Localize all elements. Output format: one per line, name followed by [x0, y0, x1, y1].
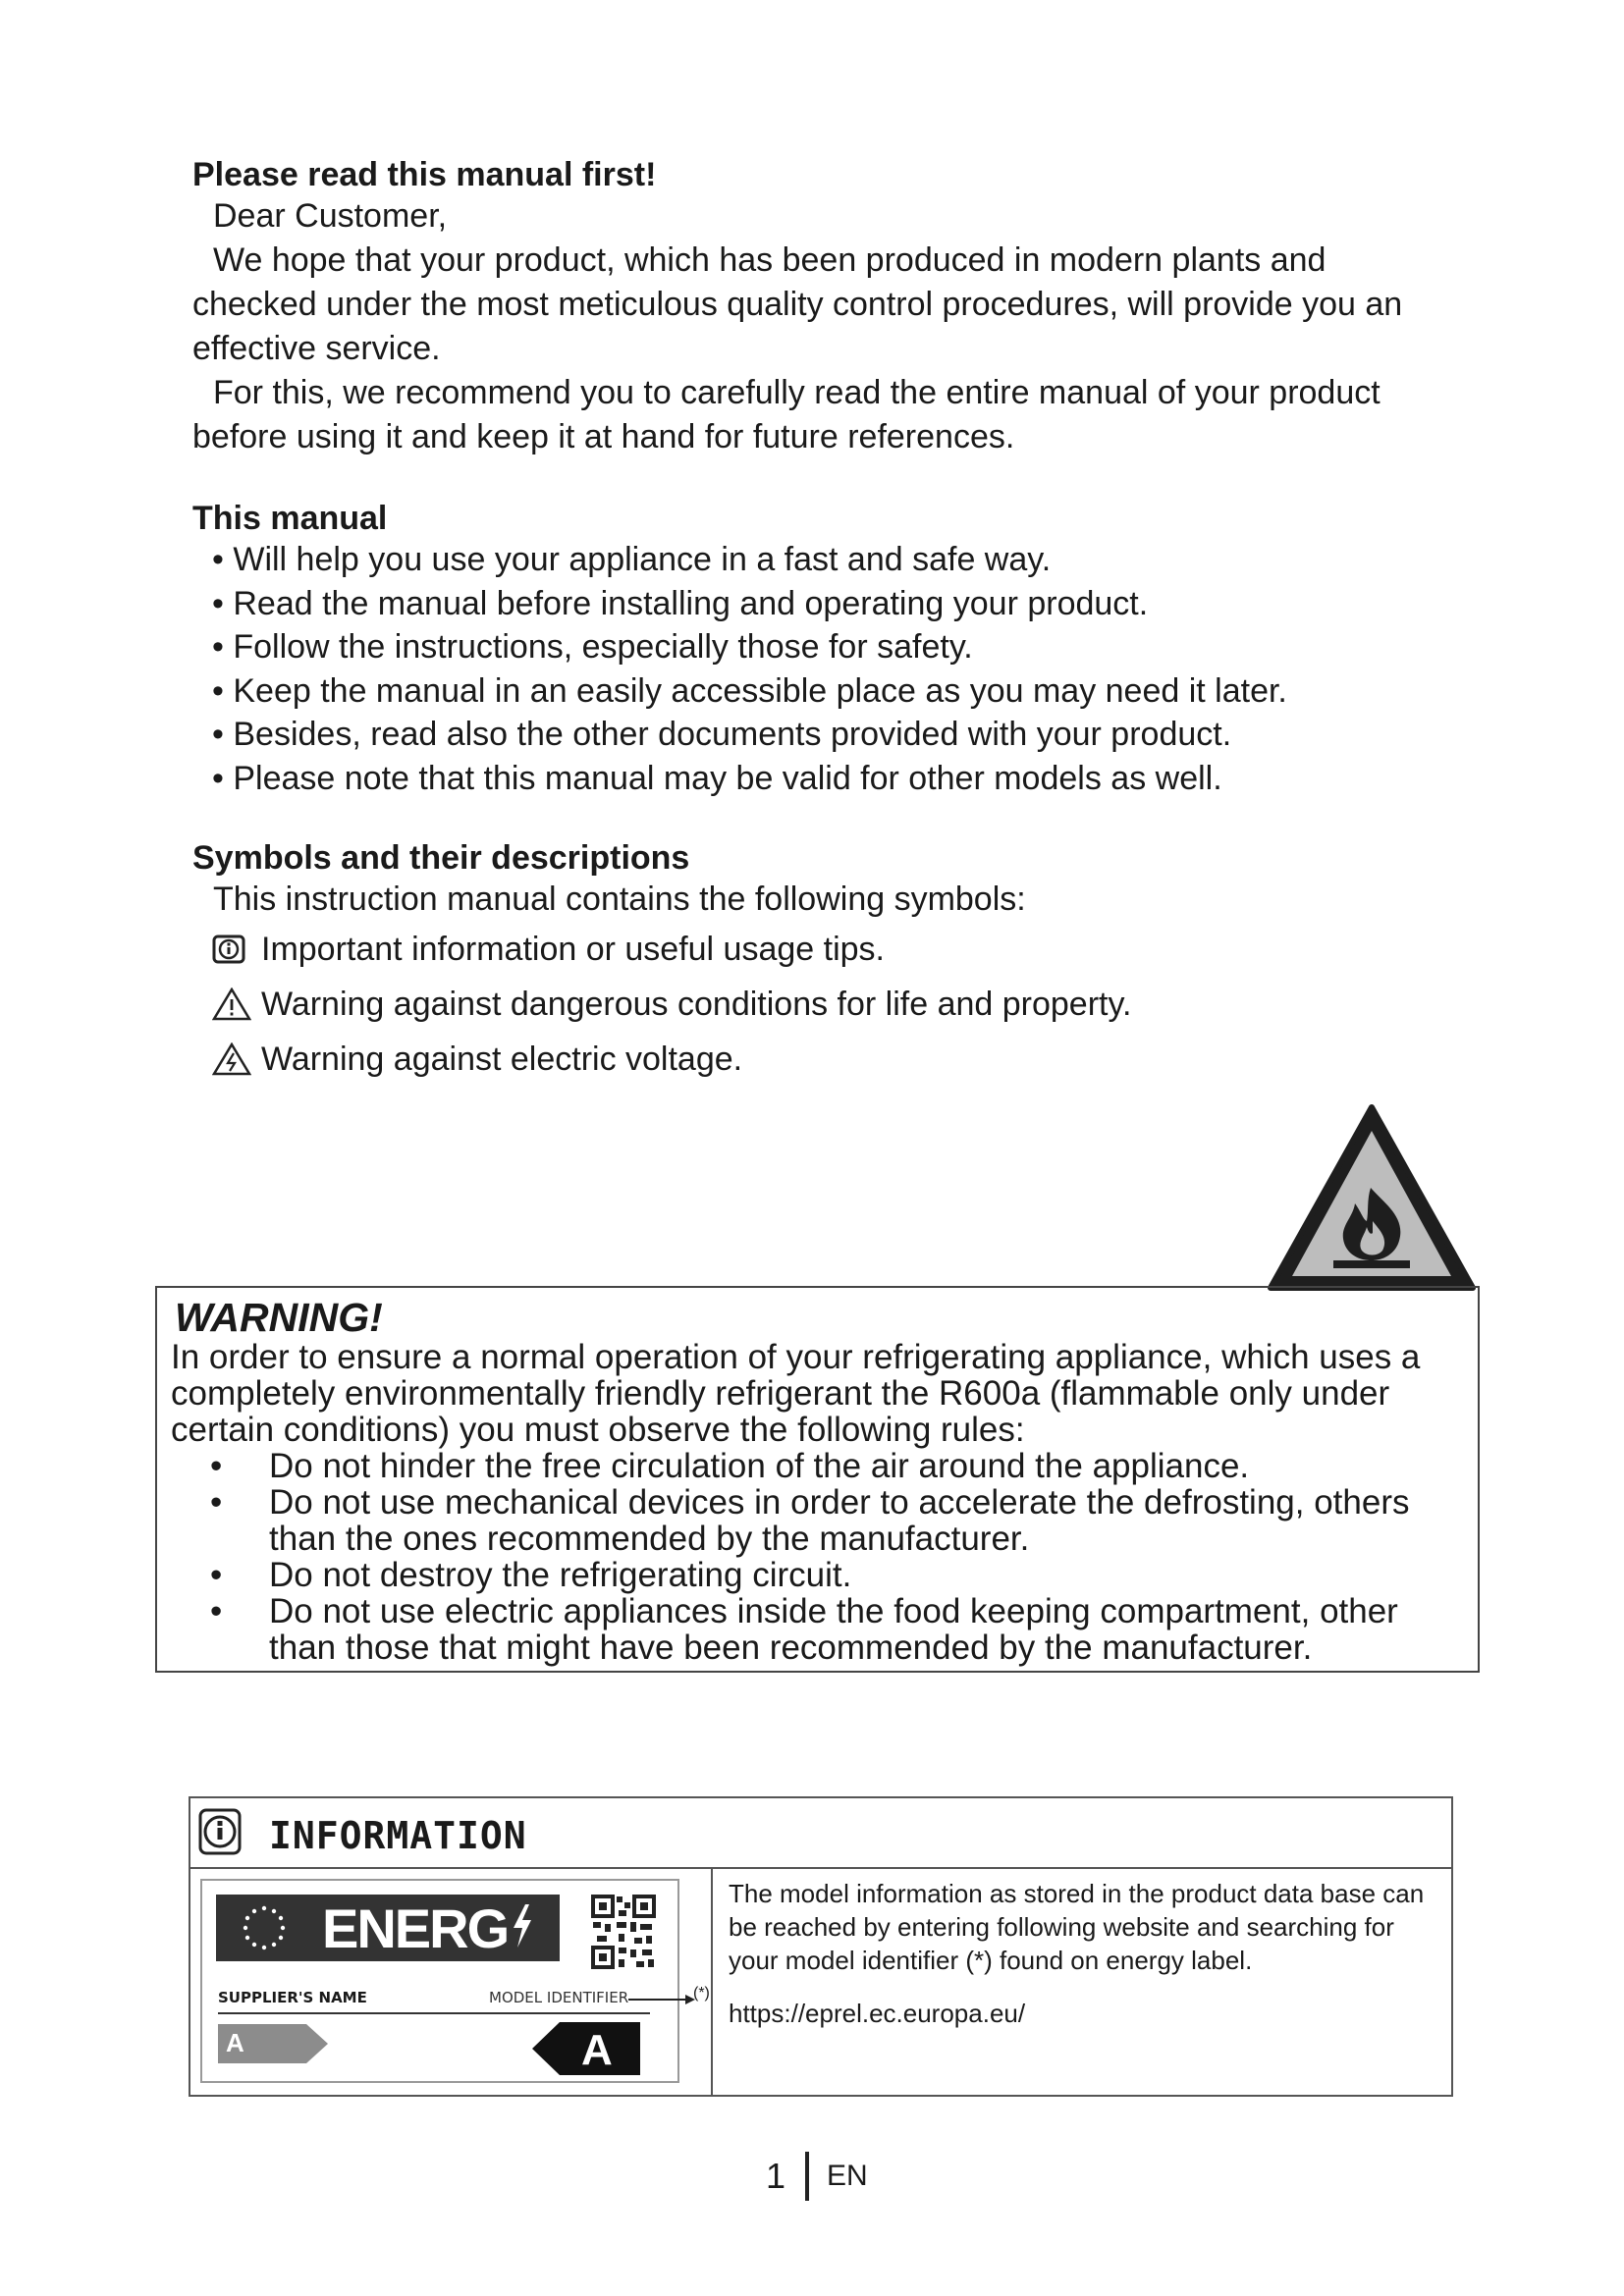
electric-warning-icon	[192, 1042, 261, 1076]
list-item: • Besides, read also the other documents provided with your product.	[192, 713, 1430, 757]
information-text: The model information as stored in the product data base can be reached by entering following website and searching for your model identifier (*) found on energy label.	[729, 1879, 1425, 1975]
list-item: • Do not destroy the refrigerating circuit.	[171, 1557, 1464, 1593]
warning-rules-list	[171, 1448, 1464, 1666]
information-details	[729, 1877, 1435, 2030]
energy-class-bar	[218, 2024, 328, 2063]
list-item: • Do not hinder the free circulation of the air around the appliance.	[171, 1448, 1464, 1484]
energy-word: ENERG	[322, 1896, 509, 1959]
lightning-icon	[512, 1904, 533, 1952]
divider	[711, 1867, 713, 2095]
symbol-description: Warning against electric voltage.	[261, 1040, 743, 1078]
footer-divider	[805, 2152, 809, 2201]
arrow-icon	[628, 1993, 695, 2010]
symbol-description: Warning against dangerous conditions for life and property.	[261, 985, 1132, 1023]
this-manual-heading: This manual	[192, 500, 388, 537]
warning-triangle-icon	[192, 988, 261, 1021]
this-manual-section	[192, 499, 1430, 800]
page-footer	[766, 2152, 868, 2201]
supplier-name: SUPPLIER'S NAME	[218, 1989, 367, 2006]
intro-heading: Please read this manual first!	[192, 156, 657, 193]
label-divider-line	[218, 2012, 650, 2014]
list-item: • Will help you use your appliance in a fast and safe way.	[192, 538, 1430, 582]
information-header	[190, 1798, 1451, 1869]
page-number: 1	[766, 2156, 786, 2196]
info-icon	[198, 1808, 242, 1860]
info-icon	[192, 934, 261, 964]
this-manual-list	[192, 538, 1430, 800]
energy-class-right: A	[581, 2026, 613, 2074]
asterisk-note: (*)	[693, 1985, 710, 2002]
qr-code-icon	[591, 1895, 656, 1969]
intro-section	[192, 155, 1430, 459]
intro-paragraph-2: For this, we recommend you to carefully read the entire manual of your product before using it and keep it at hand for future references.	[192, 374, 1380, 455]
list-item: • Follow the instructions, especially those for safety.	[192, 625, 1430, 669]
symbol-row	[192, 922, 1430, 977]
energy-class-left: A	[226, 2028, 244, 2057]
information-title: INFORMATION	[269, 1814, 527, 1857]
list-item: • Do not use electric appliances inside the food keeping compartment, other than those that might have been recommended by the manufacturer.	[171, 1593, 1464, 1666]
symbol-row	[192, 1032, 1430, 1087]
symbol-row	[192, 977, 1430, 1032]
flammable-warning-icon	[1265, 1101, 1479, 1294]
energy-banner	[312, 1895, 560, 1961]
symbol-description: Important information or useful usage tips.	[261, 930, 885, 968]
symbols-intro: This instruction manual contains the following symbols:	[213, 881, 1026, 918]
symbols-heading: Symbols and their descriptions	[192, 839, 690, 877]
energy-class-arrow	[532, 2022, 640, 2075]
list-item: • Do not use mechanical devices in order to accelerate the defrosting, others than the ones recommended by the manufacturer.	[171, 1484, 1464, 1557]
symbols-section	[192, 838, 1430, 1087]
eu-flag	[216, 1895, 312, 1961]
model-identifier: MODEL IDENTIFIER	[489, 1989, 629, 2006]
list-item: • Keep the manual in an easily accessible place as you may need it later.	[192, 669, 1430, 714]
intro-paragraph-1: We hope that your product, which has been produced in modern plants and checked under the most meticulous quality control procedures, will provide you an effective service.	[192, 241, 1403, 367]
warning-title: WARNING!	[175, 1295, 383, 1340]
warning-box	[155, 1286, 1480, 1673]
list-item: • Please note that this manual may be valid for other models as well.	[192, 757, 1430, 801]
language-code: EN	[827, 2160, 868, 2192]
list-item: • Read the manual before installing and operating your product.	[192, 582, 1430, 626]
information-box	[189, 1796, 1453, 2097]
warning-text: In order to ensure a normal operation of your refrigerating appliance, which uses a completely environmentally friendly refrigerant the R600a (flammable only under certain conditions) you must observe the following rules:	[171, 1338, 1421, 1449]
information-url[interactable]: https://eprel.ec.europa.eu/	[729, 1999, 1026, 2028]
intro-greeting: Dear Customer,	[213, 197, 448, 235]
energy-label	[200, 1879, 679, 2083]
